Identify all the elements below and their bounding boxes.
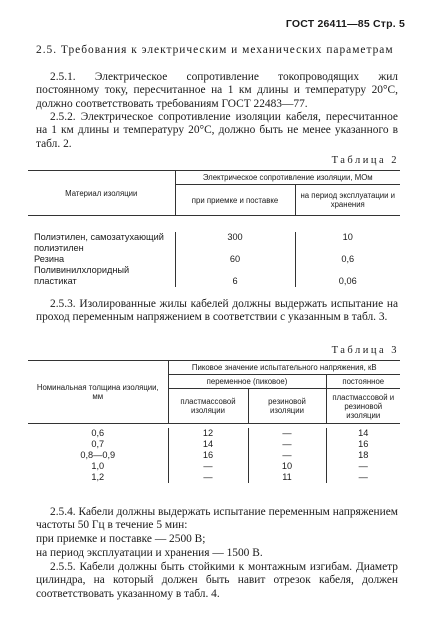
t3-cell-rubber: — [248,439,326,450]
paragraph-2-5-4-service: на период эксплуатации и хранения — 1500 В. [36,547,263,559]
t3-cell-plastic: 14 [168,439,248,450]
t3-header-group: Пиковое значение испытательного напряжения, кВ [168,361,400,375]
t3-header-dc-both: пластмассовой и резиновой изоляции [326,389,400,424]
table-2-caption: Таблица 2 [331,155,399,166]
table-3 [28,360,400,489]
t3-cell-thickness: 0,8—0,9 [80,450,116,460]
t2-cell-delivery: 6 [175,265,295,287]
paragraph-2-5-5: 2.5.5. Кабели должны быть стойкими к монтажным изгибам. Диаметр цилиндра, на который должен быть навит отрезок кабеля, должен соответствовать указанному в табл. 4. [36,561,398,600]
t2-cell-material: Резина [34,254,65,264]
t3-header-ac: переменное (пиковое) [168,375,326,389]
t3-cell-thickness: 1,2 [91,472,105,482]
t3-cell-dc: 16 [326,439,400,450]
t3-cell-dc: — [326,472,400,483]
t3-header-ac-plastic: пластмассовой изоляции [168,389,248,424]
table-3-caption: Таблица 3 [331,345,399,356]
t3-cell-plastic: 16 [168,450,248,461]
t2-row [28,232,400,254]
t2-header-delivery: при приемке и поставке [175,185,295,216]
t3-row [28,439,400,450]
paragraph-2-5-4: 2.5.4. Кабели должны выдержать испытание переменным напряжением частоты 50 Гц в течение 5 мин: [36,506,398,532]
t2-header-service: на период эксплуатации и хранения [295,185,400,216]
table-2 [28,170,400,295]
paragraph-2-5-4-delivery: при приемке и поставке — 2500 В; [36,533,206,545]
t3-row [28,450,400,461]
t3-cell-plastic: — [168,472,248,483]
t3-cell-rubber: — [248,428,326,439]
t3-row [28,472,400,483]
t3-cell-dc: — [326,461,400,472]
t2-cell-material: Полиэтилен, самозатухающий полиэтилен [34,232,164,253]
paragraph-2-5-3: 2.5.3. Изолированные жилы кабелей должны выдержать испытание на проход переменным напряжением в соответствии с указанным в табл. 3. [36,298,398,324]
t2-cell-service: 10 [295,232,400,254]
t3-cell-plastic: — [168,461,248,472]
t2-cell-delivery: 60 [175,254,295,265]
t3-cell-dc: 14 [326,428,400,439]
t2-cell-delivery: 300 [175,232,295,254]
t2-cell-service: 0,06 [295,265,400,287]
t3-row [28,461,400,472]
t2-cell-material: Поливинилхлоридный пластикат [34,265,130,286]
t3-cell-thickness: 1,0 [91,461,105,471]
t2-header-group: Электрическое сопротивление изоляции, МОм [175,171,400,185]
paragraph-2-5-2: 2.5.2. Электрическое сопротивление изоляции кабеля, пересчитанное на 1 км длины и температуру 20°С, должно быть не менее указанного в табл. 2. [36,111,398,150]
t2-row [28,265,400,287]
t2-cell-service: 0,6 [295,254,400,265]
page-header: ГОСТ 26411—85 Стр. 5 [285,18,405,30]
t3-cell-thickness: 0,7 [91,439,105,449]
t3-cell-dc: 18 [326,450,400,461]
t3-row [28,428,400,439]
section-title: 2.5. Требования к электрическим и механических параметрам [36,44,394,56]
t3-cell-rubber: 10 [248,461,326,472]
t3-cell-rubber: 11 [248,472,326,483]
t3-header-dc: постоянное [326,375,400,389]
t3-cell-plastic: 12 [168,428,248,439]
t3-header-thickness: Номинальная толщина изоляции, мм [28,361,168,424]
paragraph-2-5-1: 2.5.1. Электрическое сопротивление токопроводящих жил постоянному току, пересчитанное на 1 км длины и температуру 20°С, должно соответствовать требованиям ГОСТ 22483—77. [36,71,398,110]
t3-cell-thickness: 0,6 [91,428,105,438]
t2-header-material: Материал изоляции [28,171,175,216]
t2-row [28,254,400,265]
t3-cell-rubber: — [248,450,326,461]
t3-header-ac-rubber: резиновой изоляции [248,389,326,424]
